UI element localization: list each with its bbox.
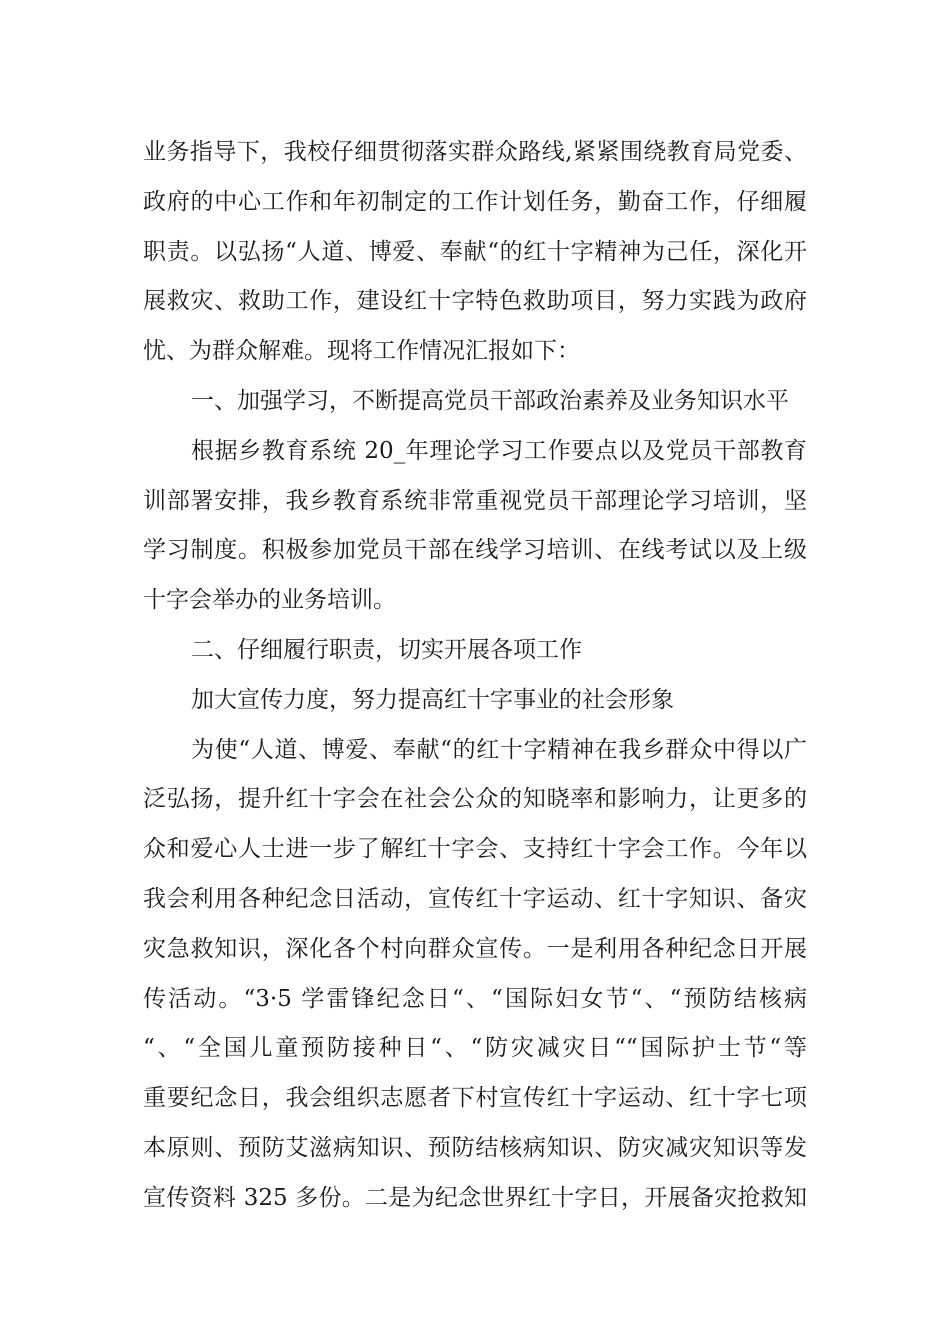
text-line: 十字会举办的业务培训。 — [143, 587, 396, 614]
text-line: 我会利用各种纪念日活动，宣传红十字运动、红十字知识、备灾 — [143, 885, 807, 912]
section-heading: 二、仔细履行职责，切实开展各项工作 — [191, 636, 582, 663]
text-line: 展救灾、救助工作，建设红十字特色救助项目，努力实践为政府 — [143, 288, 807, 315]
document-body — [143, 128, 807, 1224]
text-line: 根据乡教育系统 20_年理论学习工作要点以及党员干部教育 — [191, 437, 807, 464]
text-line: 为使“人道、博爱、奉献“的红十字精神在我乡群众中得以广 — [191, 736, 807, 763]
text-line: 政府的中心工作和年初制定的工作计划任务，勤奋工作，仔细履 — [143, 188, 807, 215]
text-line: 忧、为群众解难。现将工作情况汇报如下： — [143, 338, 580, 365]
text-line: 传活动。“3·5 学雷锋纪念日“、“国际妇女节“、“预防结核病 — [143, 985, 807, 1012]
text-line: 业务指导下，我校仔细贯彻落实群众路线,紧紧围绕教育局党委、 — [143, 139, 807, 165]
text-line: 灾急救知识，深化各个村向群众宣传。一是利用各种纪念日开展 — [143, 935, 807, 962]
text-line: 宣传资料 325 多份。二是为纪念世界红十字日，开展备灾抢救知 — [143, 1184, 807, 1211]
section-heading: 一、加强学习，不断提高党员干部政治素养及业务知识水平 — [191, 387, 789, 414]
text-line: 学习制度。积极参加党员干部在线学习培训、在线考试以及上级 — [143, 537, 807, 564]
text-line: “、“全国儿童预防接种日“、“防灾减灾日““国际护士节“等 — [143, 1035, 807, 1062]
text-line: 泛弘扬，提升红十字会在社会公众的知晓率和影响力，让更多的 — [143, 786, 807, 813]
text-line: 重要纪念日，我会组织志愿者下村宣传红十字运动、红十字七项 — [143, 1085, 807, 1112]
text-line: 众和爱心人士进一步了解红十字会、支持红十字会工作。今年以 — [143, 836, 807, 863]
text-line: 训部署安排，我乡教育系统非常重视党员干部理论学习培训，坚 — [143, 487, 807, 514]
subsection-heading: 加大宣传力度，努力提高红十字事业的社会形象 — [191, 686, 674, 713]
text-line: 本原则、预防艾滋病知识、预防结核病知识、防灾减灾知识等发 — [143, 1134, 807, 1161]
text-line: 职责。以弘扬“人道、博爱、奉献“的红十字精神为己任，深化开 — [143, 238, 807, 265]
